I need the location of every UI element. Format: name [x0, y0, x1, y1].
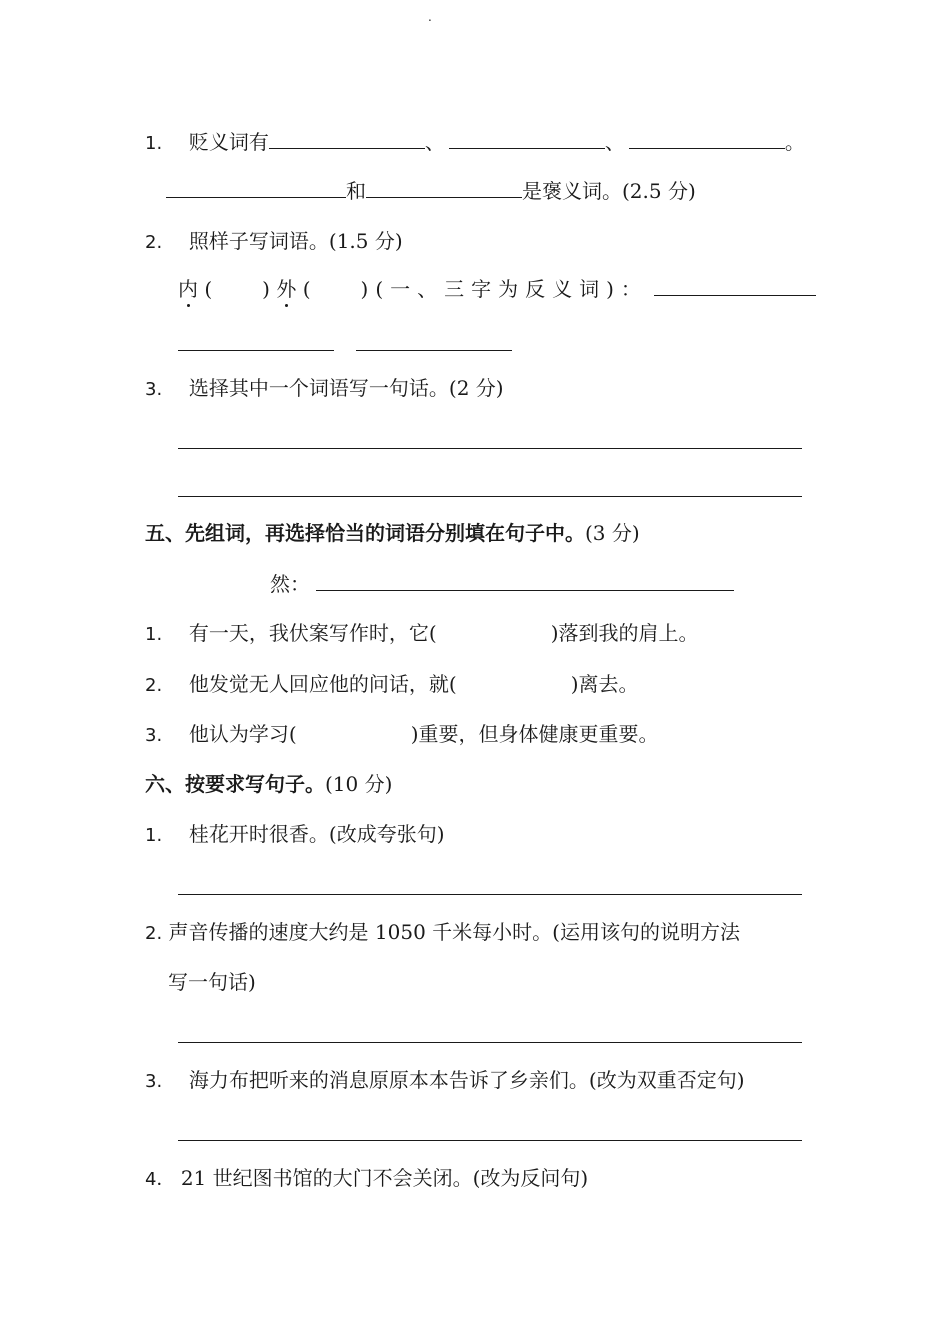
example-char: 内: [178, 277, 198, 301]
question-text: 他认为学习(: [188, 722, 297, 746]
ran-compound-row: [270, 572, 734, 596]
answer-line[interactable]: [178, 496, 802, 497]
question-text: 他发觉无人回应他的问话，就(: [188, 672, 457, 696]
section-6-heading: [145, 772, 392, 796]
question-text: )离去。: [570, 672, 639, 696]
question-text: 有一天，我伏案写作时，它(: [188, 621, 437, 645]
question-text: (一、三字为反义词)：: [375, 277, 648, 301]
separator: 、: [424, 130, 445, 154]
header-mark: .: [428, 10, 432, 24]
question-text: 是褒义词。(2.5 分): [522, 179, 696, 203]
question-number: 1.: [145, 825, 163, 846]
question-2-example: [178, 277, 816, 301]
answer-line[interactable]: [178, 448, 802, 449]
question-number: 4．: [145, 1169, 175, 1190]
answer-blank[interactable]: [629, 130, 785, 149]
question-number: 2.: [145, 675, 163, 696]
paren: (: [204, 277, 213, 301]
question-text: 桂花开时很香。(改成夸张句): [188, 822, 445, 846]
question-1-antonyms: [145, 130, 805, 156]
section-title: 六、按要求写句子。: [145, 772, 325, 796]
question-number: 3.: [145, 725, 163, 746]
section-score: (10 分): [325, 772, 393, 796]
word-label: 然：: [270, 572, 310, 596]
separator: 。: [784, 130, 805, 154]
section-5-question-1: [145, 621, 699, 647]
answer-line[interactable]: [356, 350, 512, 351]
section-score: (3 分): [585, 521, 640, 545]
section-6-question-4: [145, 1166, 588, 1192]
question-text: 贬义词有: [188, 130, 269, 154]
question-text: 21 世纪图书馆的大门不会关闭。(改为反问句): [180, 1166, 589, 1190]
paren: (: [302, 277, 311, 301]
answer-blank[interactable]: [654, 277, 816, 296]
question-2: [145, 229, 403, 255]
answer-line[interactable]: [178, 1140, 802, 1141]
section-title: 五、先组词，再选择恰当的词语分别填在句子中。: [145, 521, 585, 545]
question-number: 2.: [145, 923, 163, 944]
question-text: 照样子写词语。(1.5 分): [188, 229, 403, 253]
example-char: 外: [276, 277, 297, 301]
answer-line[interactable]: [178, 894, 802, 895]
question-number: 1.: [145, 624, 163, 645]
question-1-continuation: [166, 179, 696, 203]
answer-blank[interactable]: [316, 572, 734, 591]
answer-blank[interactable]: [166, 179, 346, 198]
question-number: 3.: [145, 1071, 163, 1092]
question-text: 写一句话): [168, 970, 256, 994]
separator: 、: [604, 130, 625, 154]
paren: ): [262, 277, 270, 301]
question-number: 3.: [145, 379, 163, 400]
answer-line[interactable]: [178, 350, 334, 351]
section-6-question-1: [145, 822, 445, 848]
question-number: 2.: [145, 232, 163, 253]
answer-blank[interactable]: [366, 179, 522, 198]
answer-blank[interactable]: [269, 130, 425, 149]
section-6-question-2: [145, 920, 740, 946]
question-text: )重要，但身体健康更重要。: [410, 722, 659, 746]
paren: ): [360, 277, 376, 301]
section-6-question-3: [145, 1068, 745, 1094]
question-number: 1.: [145, 133, 163, 154]
section-6-question-2-continuation: [168, 970, 256, 994]
question-text: 海力布把听来的消息原原本本告诉了乡亲们。(改为双重否定句): [188, 1068, 745, 1092]
answer-line[interactable]: [178, 1042, 802, 1043]
section-5-heading: [145, 521, 640, 545]
question-text: 和: [346, 179, 366, 203]
question-text: 选择其中一个词语写一句话。(2 分): [188, 376, 504, 400]
question-text: )落到我的肩上。: [550, 621, 699, 645]
question-3: [145, 376, 504, 402]
answer-blank[interactable]: [449, 130, 605, 149]
question-text: 声音传播的速度大约是 1050 千米每小时。(运用该句的说明方法: [168, 920, 740, 944]
section-5-question-3: [145, 722, 659, 748]
section-5-question-2: [145, 672, 639, 698]
